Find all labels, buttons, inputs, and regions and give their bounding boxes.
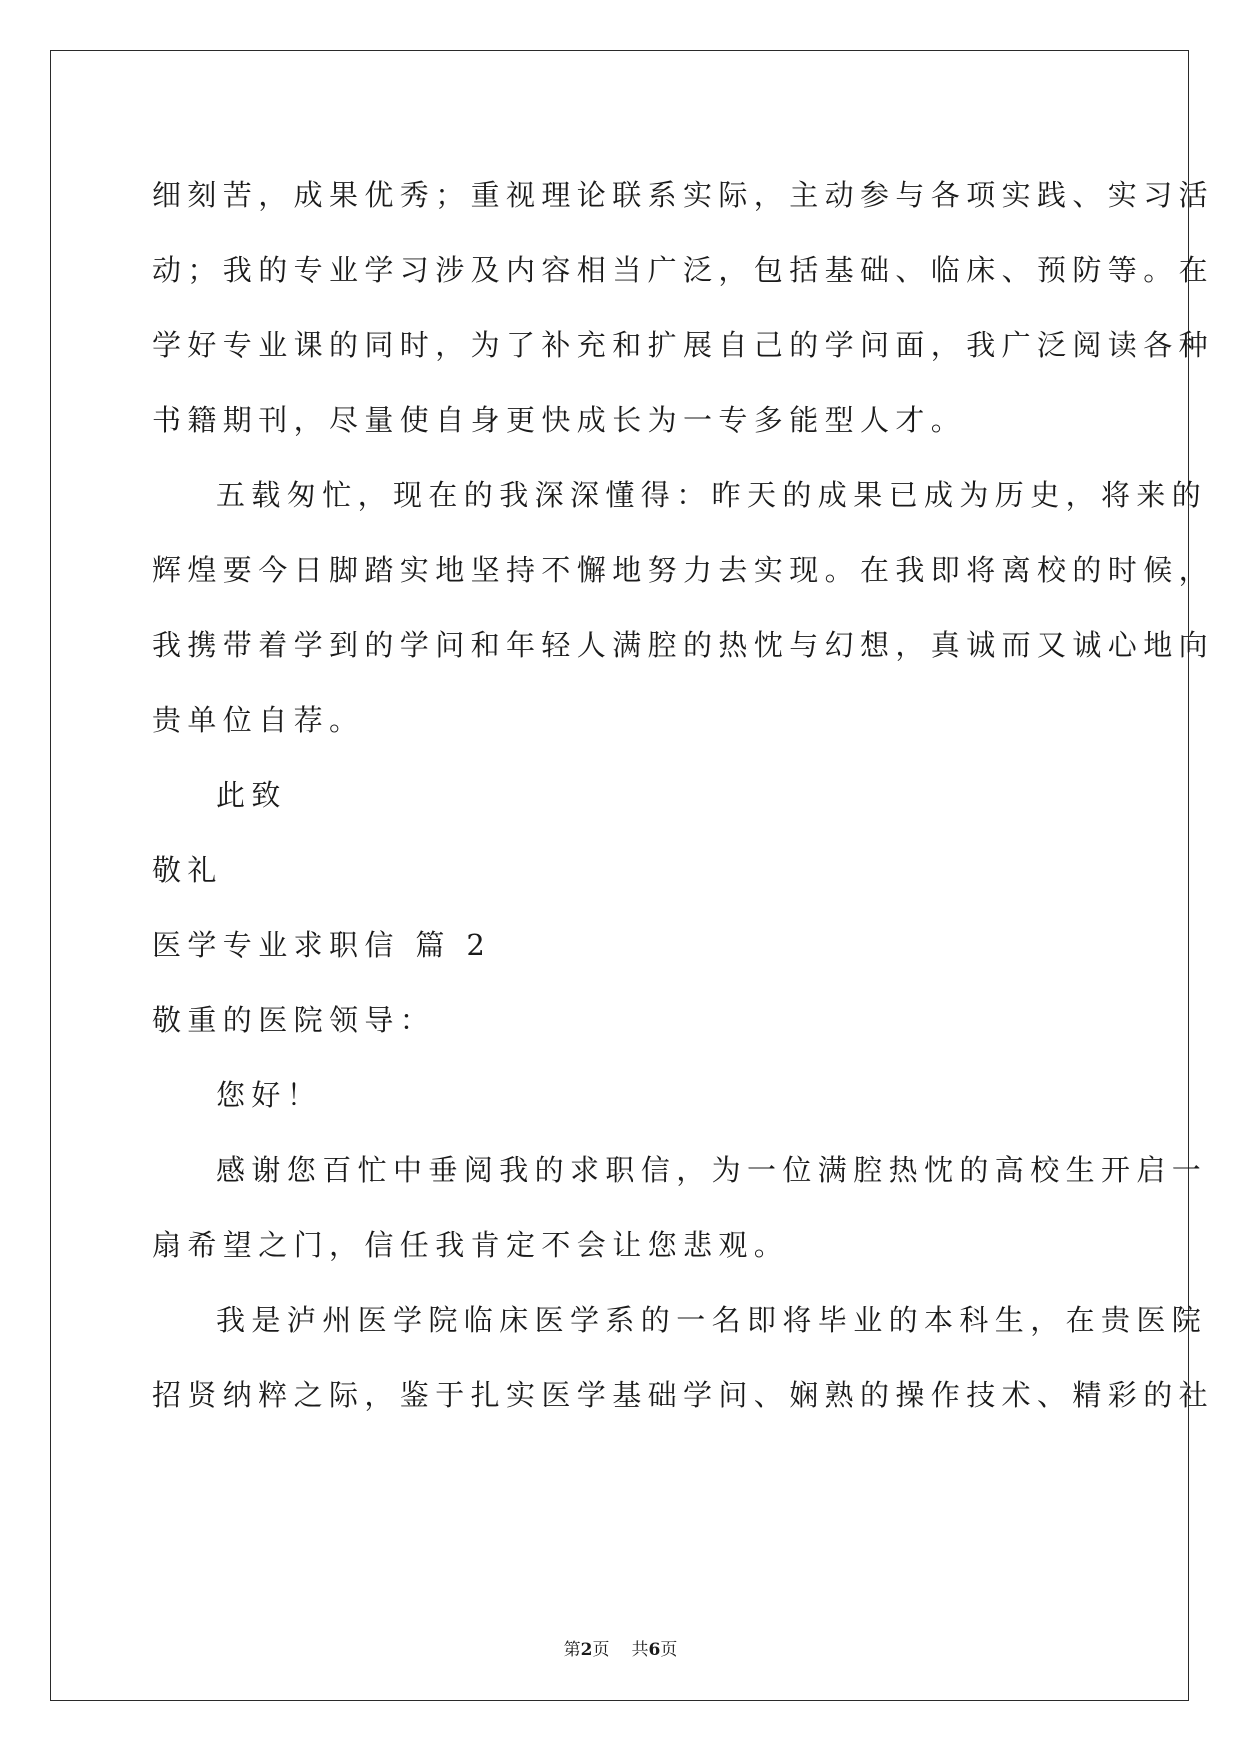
page-footer	[0, 1635, 1241, 1660]
document-body	[152, 158, 1215, 1433]
text-line: 学好专业课的同时，为了补充和扩展自己的学问面，我广泛阅读各种	[152, 328, 1215, 362]
page-total-suffix: 页	[660, 1640, 678, 1660]
text-line: 扇希望之门，信任我肯定不会让您悲观。	[152, 1228, 790, 1262]
closing-salutation: 此致	[216, 778, 287, 812]
text-line: 我是泸州医学院临床医学系的一名即将毕业的本科生，在贵医院	[216, 1303, 1208, 1337]
page-total-prefix: 共	[631, 1640, 649, 1660]
section-heading: 医学专业求职信 篇 2	[152, 928, 492, 962]
page-number-current: 2	[580, 1640, 593, 1660]
page-total: 6	[648, 1640, 661, 1660]
greeting-recipient: 敬重的医院领导：	[152, 1003, 436, 1037]
text-line: 招贤纳粹之际，鉴于扎实医学基础学问、娴熟的操作技术、精彩的社	[152, 1378, 1215, 1412]
text-line: 书籍期刊，尽量使自身更快成长为一专多能型人才。	[152, 403, 967, 437]
text-line: 我携带着学到的学问和年轻人满腔的热忱与幻想，真诚而又诚心地向	[152, 628, 1215, 662]
text-line: 贵单位自荐。	[152, 703, 365, 737]
text-line: 感谢您百忙中垂阅我的求职信，为一位满腔热忱的高校生开启一	[216, 1153, 1208, 1187]
text-line: 辉煌要今日脚踏实地坚持不懈地努力去实现。在我即将离校的时候，	[152, 553, 1215, 587]
closing-regards: 敬礼	[152, 853, 223, 887]
page-number-suffix: 页	[592, 1640, 610, 1660]
greeting: 您好！	[216, 1078, 323, 1112]
text-line: 动；我的专业学习涉及内容相当广泛，包括基础、临床、预防等。在	[152, 253, 1215, 287]
text-line: 五载匆忙，现在的我深深懂得：昨天的成果已成为历史，将来的	[216, 478, 1208, 512]
page-number-prefix: 第	[563, 1640, 581, 1660]
text-line: 细刻苦，成果优秀；重视理论联系实际，主动参与各项实践、实习活	[152, 178, 1215, 212]
